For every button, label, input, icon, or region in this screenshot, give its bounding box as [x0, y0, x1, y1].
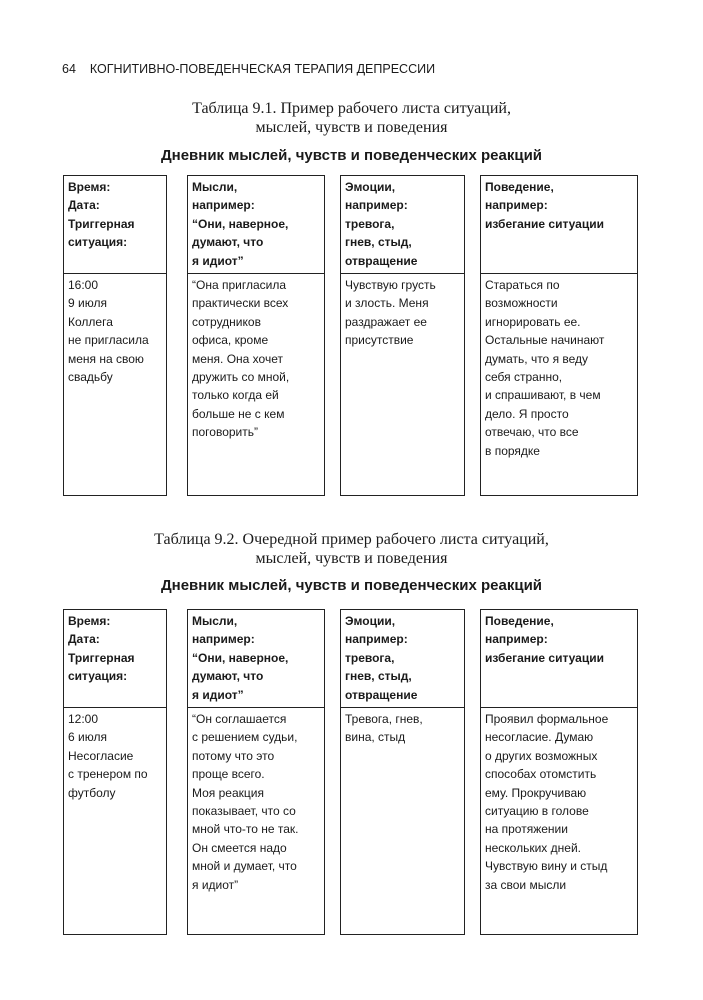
table-1-caption-line-2: мыслей, чувств и поведения: [255, 119, 448, 136]
table-2-column-time: [63, 609, 167, 935]
table-1-header-thoughts: Мысли, например: “Они, наверное, думают, что я идиот”: [188, 176, 324, 274]
table-2-cell-time: 12:00 6 июля Несогласие с тренером по футболу: [68, 712, 148, 800]
table-1-cell-behavior: Стараться по возможности игнорировать ее. Остальные начинают думать, что я веду себя странно, и спрашивают, в чем дело. Я просто отвечаю, что все в порядке: [485, 278, 605, 458]
running-head: [62, 62, 435, 76]
table-1-cell-time: 16:00 9 июля Коллега не пригласила меня на свою свадьбу: [68, 278, 149, 385]
table-1-cell-emotions: Чувствую грусть и злость. Меня раздражает ее присутствие: [345, 278, 436, 348]
table-1-cell-thoughts: “Она пригласила практически всех сотрудников офиса, кроме меня. Она хочет дружить со мной, только когда ей больше не с кем поговорить”: [192, 278, 290, 440]
table-1-subtitle: Дневник мыслей, чувств и поведенческих реакций: [160, 147, 543, 164]
table-2-column-thoughts: [187, 609, 325, 935]
table-1-column-emotions: [340, 175, 465, 496]
table-2-column-emotions: [340, 609, 465, 935]
table-1-caption-line-1: Таблица 9.1. Пример рабочего листа ситуаций,: [192, 100, 511, 117]
table-2-caption-line-2: мыслей, чувств и поведения: [255, 550, 448, 567]
table-2-header-time: Время: Дата: Триггерная ситуация:: [64, 610, 166, 708]
table-2-caption: [0, 530, 703, 568]
table-1-header-behavior: Поведение, например: избегание ситуации: [481, 176, 637, 274]
table-1-column-time: [63, 175, 167, 496]
table-2-header-thoughts: Мысли, например: “Они, наверное, думают, что я идиот”: [188, 610, 324, 708]
table-2-column-behavior: [480, 609, 638, 935]
table-1-column-thoughts: [187, 175, 325, 496]
table-2-cell-behavior: Проявил формальное несогласие. Думаю о других возможных способах отомстить ему. Прокручиваю ситуацию в голове на протяжении нескольких дней. Чувствую вину и стыд за свои мысли: [485, 712, 609, 892]
table-2-header-emotions: Эмоции, например: тревога, гнев, стыд, отвращение: [341, 610, 464, 708]
page-number: 64: [62, 62, 76, 76]
table-2-subtitle: Дневник мыслей, чувств и поведенческих реакций: [160, 577, 543, 594]
table-2-caption-line-1: Таблица 9.2. Очередной пример рабочего листа ситуаций,: [154, 531, 549, 548]
table-1-column-behavior: [480, 175, 638, 496]
table-1-header-emotions: Эмоции, например: тревога, гнев, стыд, отвращение: [341, 176, 464, 274]
table-2-cell-thoughts: “Он соглашается с решением судьи, потому что это проще всего. Моя реакция показывает, что со мной что-то не так. Он смеется надо мной и думает, что я идиот”: [192, 712, 299, 892]
table-1-caption: [0, 99, 703, 137]
table-1-header-time: Время: Дата: Триггерная ситуация:: [64, 176, 166, 274]
table-2-header-behavior: Поведение, например: избегание ситуации: [481, 610, 637, 708]
running-head-title: КОГНИТИВНО-ПОВЕДЕНЧЕСКАЯ ТЕРАПИЯ ДЕПРЕССИИ: [89, 62, 436, 76]
table-2-cell-emotions: Тревога, гнев, вина, стыд: [345, 712, 423, 745]
